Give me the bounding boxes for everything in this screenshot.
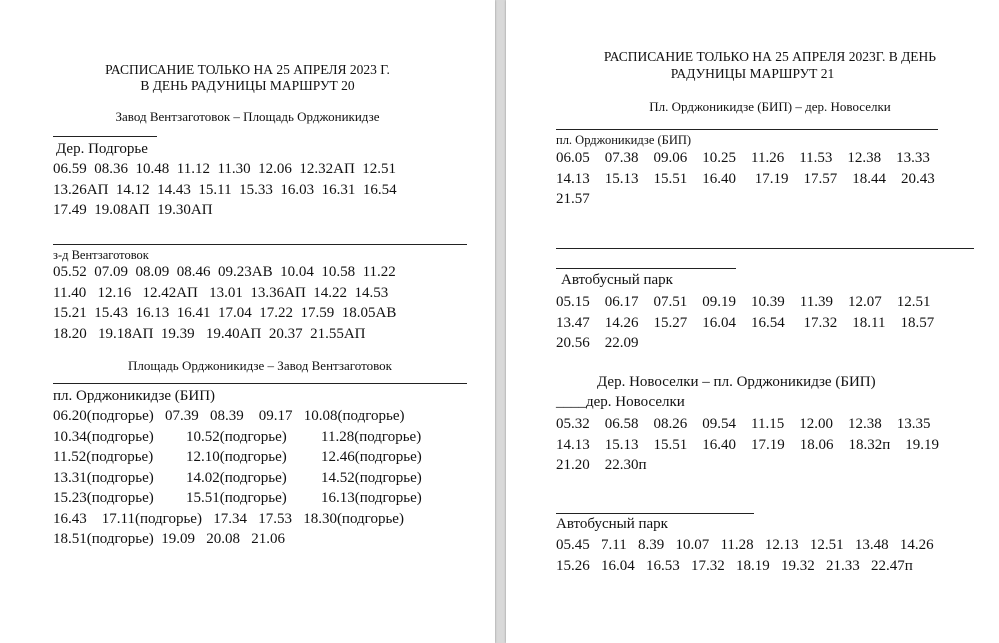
time-cell: 13.31(подгорье)	[53, 469, 154, 486]
times-row: 06.59 08.36 10.48 11.12 11.30 12.06 12.32АП 12.51	[53, 161, 397, 177]
left-stop1-label: Дер. Подгорье	[56, 141, 148, 157]
right-stop2-times	[556, 292, 934, 354]
times-row: 18.20 19.18АП 19.39 19.40АП 20.37 21.55АП	[53, 325, 366, 342]
divider	[556, 129, 938, 130]
times-row: 13.26АП 14.12 14.43 15.11 15.33 16.03 16.31 16.54	[53, 181, 397, 198]
left-title-line1: РАСПИСАНИЕ ТОЛЬКО НА 25 АПРЕЛЯ 2023 Г.	[105, 62, 390, 77]
divider	[53, 383, 467, 384]
times-row: 18.51(подгорье) 19.09 20.08 21.06	[53, 531, 285, 547]
times-row: 21.57	[556, 191, 590, 207]
right-stop3-label	[556, 394, 685, 411]
time-cell: 10.52(подгорье)	[186, 428, 287, 445]
divider	[556, 513, 754, 514]
stop-name: дер. Новоселки	[586, 394, 685, 410]
left-stop2-times	[53, 262, 396, 344]
right-stop1-label: пл. Орджоникидзе (БИП)	[556, 133, 692, 147]
times-row: 17.49 19.08АП 19.30АП	[53, 202, 213, 218]
time-cell: 12.10(подгорье)	[186, 449, 287, 465]
times-row: 11.40 12.16 12.42АП 13.01 13.36АП 14.22 14.53	[53, 284, 389, 301]
times-row: 05.45 7.11 8.39 10.07 11.28 12.13 12.51 13.48 14.26	[556, 537, 934, 553]
times-row: 20.56 22.09	[556, 335, 639, 351]
times-row: 16.43 17.11(подгорье) 17.34 17.53 18.30(подгорье)	[53, 510, 404, 527]
time-cell: 10.34(подгорье)	[53, 428, 154, 445]
left-page	[0, 0, 495, 643]
times-row: 13.47 14.26 15.27 16.04 16.54 17.32 18.11 18.57	[556, 314, 935, 331]
left-stop1-times	[53, 159, 397, 221]
time-cell: 16.13(подгорье)	[321, 490, 422, 506]
divider	[556, 268, 736, 269]
times-row	[53, 468, 422, 489]
right-title-line2: РАДУНИЦЫ МАРШРУТ 21	[670, 66, 835, 81]
time-cell: 11.52(подгорье)	[53, 449, 154, 465]
right-route2-heading: Дер. Новоселки – пл. Орджоникидзе (БИП)	[597, 374, 876, 390]
divider	[53, 244, 467, 245]
times-row: 06.20(подгорье) 07.39 08.39 09.17 10.08(подгорье)	[53, 408, 405, 424]
left-stop3-times	[53, 406, 422, 550]
left-route1-heading: Завод Вентзаготовок – Площадь Орджоникидзе	[115, 109, 380, 124]
time-cell: 14.02(подгорье)	[186, 469, 287, 486]
right-stop1-times	[556, 148, 935, 210]
divider	[556, 248, 974, 249]
times-row: 05.32 06.58 08.26 09.54 11.15 12.00 12.38 13.35	[556, 416, 931, 432]
left-stop2-label: з-д Вентзаготовок	[53, 248, 149, 262]
times-row	[53, 488, 422, 509]
left-route2-heading: Площадь Орджоникидзе – Завод Вентзаготовок	[128, 358, 392, 373]
time-cell: 12.46(подгорье)	[321, 449, 422, 465]
times-row: 15.21 15.43 16.13 16.41 17.04 17.22 17.59 18.05АВ	[53, 305, 397, 321]
left-stop3-label: пл. Орджоникидзе (БИП)	[53, 388, 216, 404]
right-stop2-label: Автобусный парк	[561, 272, 673, 288]
right-route1-heading: Пл. Орджоникидзе (БИП) – дер. Новоселки	[649, 99, 891, 114]
times-row: 14.13 15.13 15.51 16.40 17.19 18.06 18.32п 19.19	[556, 436, 940, 453]
right-title-line1: РАСПИСАНИЕ ТОЛЬКО НА 25 АПРЕЛЯ 2023Г. В ДЕНЬ	[603, 49, 937, 64]
time-cell: 15.51(подгорье)	[186, 490, 287, 506]
right-stop4-times	[556, 535, 934, 576]
time-cell: 14.52(подгорье)	[321, 469, 422, 486]
blank-line: ____	[556, 394, 586, 410]
times-row: 05.52 07.09 08.09 08.46 09.23АВ 10.04 10.58 11.22	[53, 264, 396, 280]
times-row	[53, 427, 422, 448]
time-cell: 15.23(подгорье)	[53, 490, 154, 506]
left-title-line2: В ДЕНЬ РАДУНИЦЫ МАРШРУТ 20	[140, 78, 355, 93]
right-stop3-times	[556, 414, 939, 476]
times-row: 14.13 15.13 15.51 16.40 17.19 17.57 18.44 20.43	[556, 170, 935, 187]
times-row: 06.05 07.38 09.06 10.25 11.26 11.53 12.38 13.33	[556, 150, 930, 166]
right-page	[506, 0, 999, 643]
right-stop4-label: Автобусный парк	[556, 516, 668, 532]
divider	[53, 136, 157, 137]
times-row: 05.15 06.17 07.51 09.19 10.39 11.39 12.07 12.51	[556, 294, 931, 310]
times-row: 15.26 16.04 16.53 17.32 18.19 19.32 21.33 22.47п	[556, 557, 913, 574]
time-cell: 11.28(подгорье)	[321, 428, 422, 445]
times-row	[53, 447, 422, 468]
times-row: 21.20 22.30п	[556, 457, 647, 473]
